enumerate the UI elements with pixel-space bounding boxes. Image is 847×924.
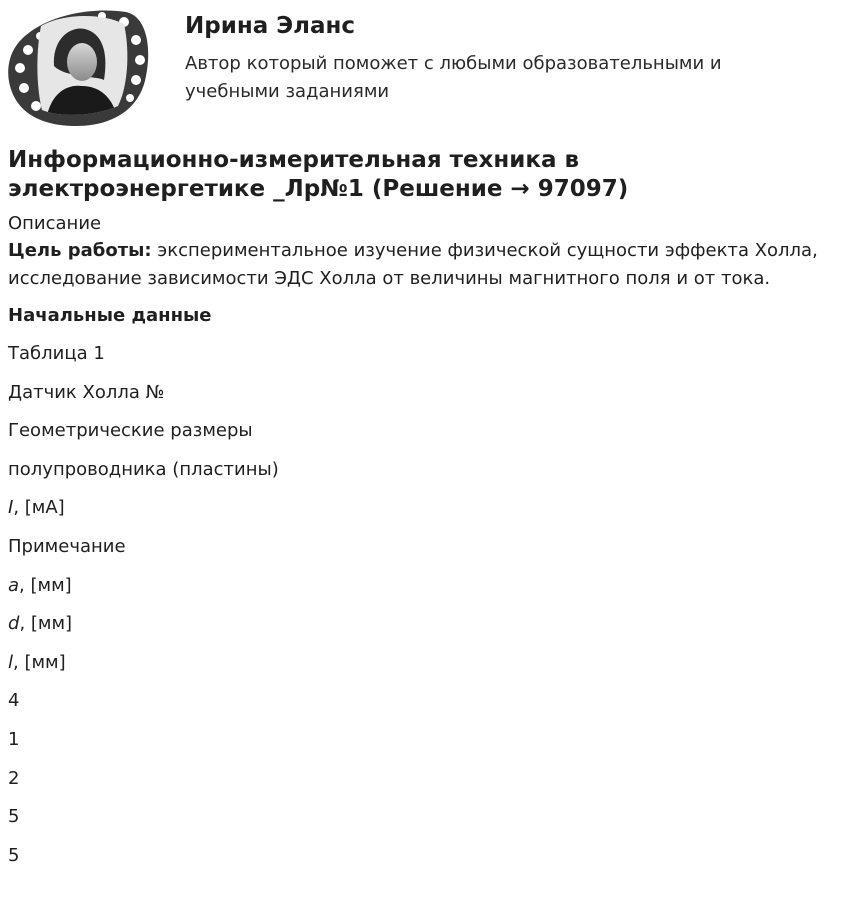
l-var: l [8,651,14,673]
sensor-label: Датчик Холла № [8,381,165,403]
value-item: 4 [8,690,20,712]
d-label [8,611,838,637]
a-label [8,573,838,599]
document-title: Информационно-измерительная техника в электроэнергетике _Лр№1 (Решение → 97097) [8,147,629,202]
document-content [8,146,838,881]
geometry-label: Геометрические размеры [8,420,253,442]
d-unit: , [мм] [19,613,73,635]
goal-paragraph [8,237,838,293]
d-var: d [8,613,20,635]
a-var: a [8,574,20,596]
semiconductor-label: полупроводника (пластины) [8,458,279,480]
current-unit: , [мА] [13,497,65,519]
note-label: Примечание [8,535,126,557]
initial-data-heading: Начальные данные [8,305,212,326]
author-avatar[interactable] [6,6,152,128]
current-var: I [8,497,14,519]
author-name[interactable]: Ирина Эланс [185,13,356,39]
l-unit: , [мм] [13,651,66,673]
value-item: 1 [8,728,20,750]
goal-text: экспериментальное изучение физической сущности эффекта Холла, исследование зависимости ЭДС Холла от величины магнитного поля и от тока. [8,240,818,289]
author-description: Автор который поможет с любыми образовательными и учебными заданиями [185,53,722,102]
goal-label: Цель работы: [8,240,152,261]
value-item: 5 [8,806,20,828]
table-label: Таблица 1 [8,343,105,364]
value-item: 2 [8,767,20,789]
current-label [8,495,838,521]
l-label [8,650,838,676]
section-label: Описание [8,213,102,234]
value-item: 5 [8,844,20,866]
a-unit: , [мм] [19,574,72,596]
author-header [0,0,847,130]
